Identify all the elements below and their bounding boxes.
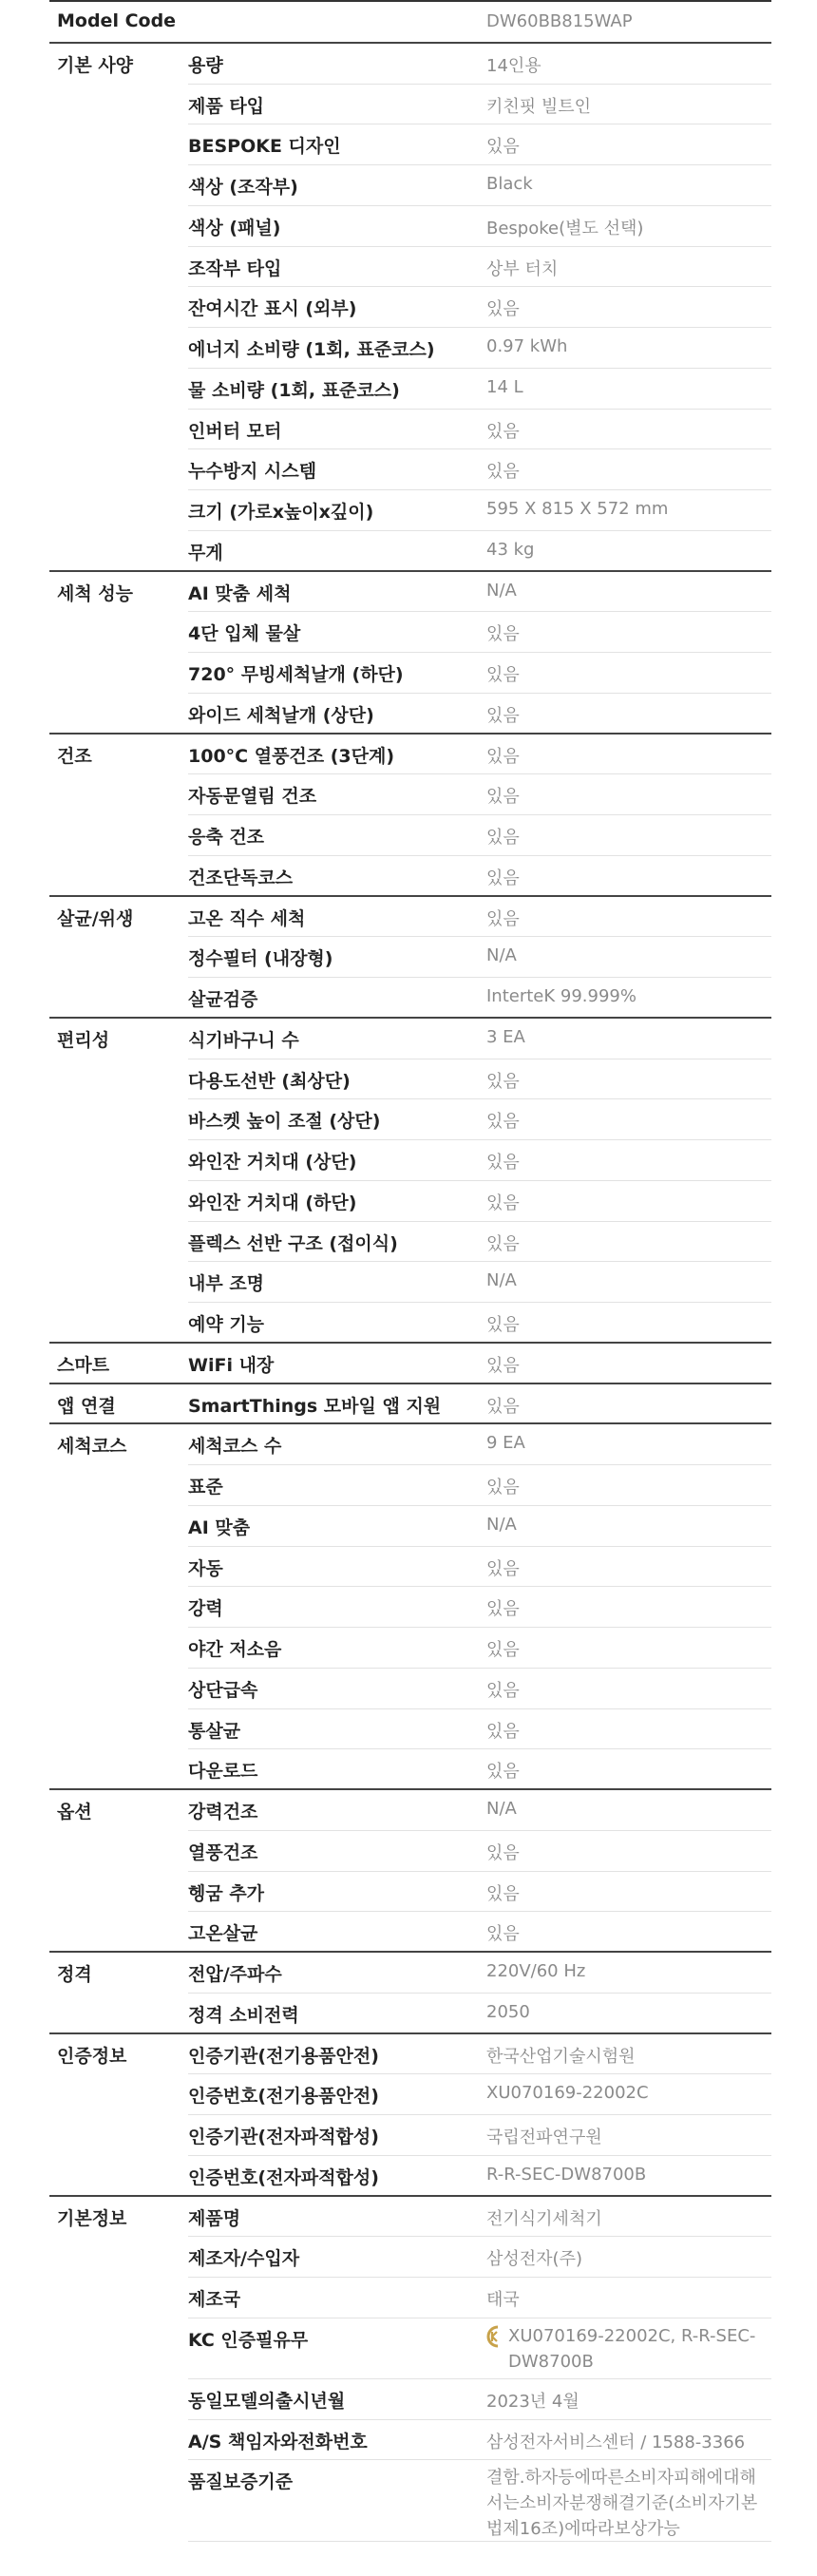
spec-row bbox=[0, 1911, 817, 1952]
spec-row bbox=[0, 1343, 817, 1383]
spec-label: 무게 bbox=[188, 542, 223, 563]
spec-row bbox=[0, 2318, 817, 2378]
spec-value: 있음 bbox=[486, 1396, 520, 1417]
spec-row bbox=[0, 2236, 817, 2277]
row-divider bbox=[188, 2541, 771, 2542]
spec-row bbox=[0, 734, 817, 774]
spec-value: 있음 bbox=[486, 1842, 520, 1863]
spec-value: 키친핏 빌트인 bbox=[486, 96, 592, 117]
spec-category: 기본 사양 bbox=[57, 54, 134, 76]
spec-label: 자동 bbox=[188, 1557, 223, 1579]
spec-value: 있음 bbox=[486, 1071, 520, 1092]
spec-value: 있음 bbox=[486, 1315, 520, 1335]
spec-label: 색상 (조작부) bbox=[188, 177, 298, 198]
spec-label: 인증번호(전기용품안전) bbox=[188, 2086, 379, 2108]
spec-value: 있음 bbox=[486, 137, 520, 158]
spec-row bbox=[0, 2073, 817, 2114]
spec-value: 상부 터치 bbox=[486, 258, 559, 279]
spec-row bbox=[0, 84, 817, 124]
spec-row bbox=[0, 936, 817, 977]
spec-label: 잔여시간 표시 (외부) bbox=[188, 298, 357, 320]
spec-value: 있음 bbox=[486, 1193, 520, 1213]
spec-row bbox=[0, 611, 817, 652]
spec-row bbox=[0, 1139, 817, 1180]
spec-label: 와이드 세척날개 (상단) bbox=[188, 704, 374, 726]
spec-value: 있음 bbox=[486, 1112, 520, 1133]
spec-value: 있음 bbox=[486, 908, 520, 929]
spec-value: 있음 bbox=[486, 1883, 520, 1904]
spec-value: 있음 bbox=[486, 1558, 520, 1579]
spec-label: 응축 건조 bbox=[188, 827, 265, 848]
spec-value: N/A bbox=[486, 945, 517, 966]
spec-value: 있음 bbox=[486, 421, 520, 442]
spec-value: 있음 bbox=[486, 868, 520, 888]
spec-row bbox=[0, 409, 817, 449]
spec-value: 있음 bbox=[486, 299, 520, 320]
spec-label: 정수필터 (내장형) bbox=[188, 948, 333, 970]
spec-label: 표준 bbox=[188, 1477, 223, 1498]
spec-category: 살균/위생 bbox=[57, 907, 134, 929]
spec-row bbox=[0, 896, 817, 937]
spec-value: 595 X 815 X 572 mm bbox=[486, 499, 669, 519]
spec-label: 다용도선반 (최상단) bbox=[188, 1070, 351, 1092]
spec-category: 세척 성능 bbox=[57, 582, 134, 604]
spec-label: 누수방지 시스템 bbox=[188, 461, 317, 483]
spec-value: 국립전파연구원 bbox=[486, 2128, 602, 2147]
spec-row bbox=[0, 1098, 817, 1139]
spec-row bbox=[0, 1952, 817, 1993]
spec-label: 통살균 bbox=[188, 1720, 241, 1742]
spec-label: 100°C 열풍건조 (3단계) bbox=[188, 745, 395, 767]
spec-value: Black bbox=[486, 174, 533, 194]
spec-label: 와인잔 거치대 (상단) bbox=[188, 1152, 357, 1173]
spec-category: 편리성 bbox=[57, 1029, 110, 1051]
spec-value: IntertеK 99.999% bbox=[486, 986, 636, 1006]
spec-label: 동일모델의출시년월 bbox=[188, 2390, 346, 2412]
spec-value: 전기식기세척기 bbox=[486, 2208, 602, 2229]
spec-row bbox=[0, 2033, 817, 2074]
spec-value: 있음 bbox=[486, 462, 520, 483]
spec-value: 220V/60 Hz bbox=[486, 1961, 586, 1981]
spec-row bbox=[0, 1302, 817, 1343]
spec-value: 태국 bbox=[486, 2290, 520, 2310]
spec-value: R-R-SEC-DW8700B bbox=[486, 2164, 647, 2185]
spec-value: 9 EA bbox=[486, 1433, 525, 1454]
spec-value: 2050 bbox=[486, 2001, 530, 2022]
spec-label: 내부 조명 bbox=[188, 1273, 265, 1295]
spec-value bbox=[486, 2323, 781, 2375]
spec-category: 인증정보 bbox=[57, 2045, 127, 2067]
spec-row bbox=[0, 1748, 817, 1789]
spec-row bbox=[0, 855, 817, 896]
spec-label: 와인잔 거치대 (하단) bbox=[188, 1192, 357, 1213]
spec-label: 제조자/수입자 bbox=[188, 2248, 300, 2270]
spec-row bbox=[0, 1993, 817, 2033]
spec-row bbox=[0, 1261, 817, 1302]
spec-row bbox=[0, 1423, 817, 1464]
spec-label: 인버터 모터 bbox=[188, 420, 282, 442]
spec-value: 있음 bbox=[486, 1762, 520, 1783]
spec-row bbox=[0, 530, 817, 571]
spec-value: 삼성전자(주) bbox=[486, 2249, 582, 2270]
spec-label: 조작부 타입 bbox=[188, 258, 282, 279]
spec-row bbox=[0, 327, 817, 368]
spec-label: 전압/주파수 bbox=[188, 1964, 282, 1985]
spec-row bbox=[0, 2459, 817, 2541]
spec-row bbox=[0, 164, 817, 205]
spec-row bbox=[0, 2277, 817, 2318]
spec-value: 0.97 kWh bbox=[486, 336, 568, 356]
spec-row bbox=[0, 571, 817, 612]
spec-row bbox=[0, 368, 817, 409]
spec-label: 식기바구니 수 bbox=[188, 1029, 299, 1051]
spec-value: 있음 bbox=[486, 705, 520, 726]
spec-row bbox=[0, 2155, 817, 2196]
spec-value: 3 EA bbox=[486, 1026, 525, 1047]
spec-value: 2023년 4월 bbox=[486, 2391, 580, 2412]
spec-value: N/A bbox=[486, 1514, 517, 1535]
spec-value: 있음 bbox=[486, 1153, 520, 1173]
spec-label: 제조국 bbox=[188, 2289, 241, 2310]
spec-value: N/A bbox=[486, 1799, 517, 1819]
spec-label: 살균검증 bbox=[188, 989, 258, 1010]
spec-value: 있음 bbox=[486, 1680, 520, 1701]
spec-label: 바스켓 높이 조절 (상단) bbox=[188, 1111, 381, 1133]
spec-value: 있음 bbox=[486, 746, 520, 767]
kc-mark-icon bbox=[486, 2325, 503, 2348]
spec-row bbox=[0, 1180, 817, 1221]
spec-label: 다운로드 bbox=[188, 1761, 258, 1783]
spec-label: 자동문열림 건조 bbox=[188, 786, 317, 808]
spec-row bbox=[0, 652, 817, 693]
spec-label: 720° 무빙세척날개 (하단) bbox=[188, 664, 404, 685]
spec-label: 예약 기능 bbox=[188, 1314, 265, 1335]
spec-value: XU070169-22002C bbox=[486, 2083, 649, 2104]
spec-row bbox=[0, 1830, 817, 1871]
spec-value: 있음 bbox=[486, 1478, 520, 1498]
spec-category: 기본정보 bbox=[57, 2207, 127, 2229]
spec-label: 정격 소비전력 bbox=[188, 2004, 299, 2026]
spec-value: 있음 bbox=[486, 665, 520, 685]
spec-row bbox=[0, 1789, 817, 1830]
spec-row bbox=[0, 1546, 817, 1587]
spec-value: 있음 bbox=[486, 1721, 520, 1742]
spec-row bbox=[0, 2419, 817, 2460]
spec-row bbox=[0, 1221, 817, 1262]
spec-label: 색상 (패널) bbox=[188, 217, 281, 239]
spec-label: AI 맞춤 bbox=[188, 1517, 251, 1538]
spec-row bbox=[0, 246, 817, 287]
spec-value: 있음 bbox=[486, 1640, 520, 1660]
spec-label: AI 맞춤 세척 bbox=[188, 582, 292, 604]
spec-label: 고온살균 bbox=[188, 1923, 258, 1945]
spec-label: SmartThings 모바일 앱 지원 bbox=[188, 1395, 442, 1417]
spec-row bbox=[0, 2378, 817, 2419]
spec-row bbox=[0, 1059, 817, 1099]
spec-value: DW60BB815WAP bbox=[486, 11, 633, 31]
spec-label: 물 소비량 (1회, 표준코스) bbox=[188, 379, 400, 401]
spec-label: 인증기관(전기용품안전) bbox=[188, 2045, 379, 2067]
spec-label: 플렉스 선반 구조 (접이식) bbox=[188, 1232, 398, 1254]
spec-label: 건조단독코스 bbox=[188, 867, 294, 888]
spec-value: N/A bbox=[486, 1270, 517, 1291]
spec-row bbox=[0, 2, 817, 43]
spec-value: 있음 bbox=[486, 1924, 520, 1945]
spec-category: 정격 bbox=[57, 1964, 92, 1985]
spec-value: 있음 bbox=[486, 787, 520, 808]
spec-row bbox=[0, 43, 817, 84]
spec-value: 14 L bbox=[486, 376, 523, 397]
spec-row bbox=[0, 489, 817, 530]
spec-category: 스마트 bbox=[57, 1354, 110, 1376]
spec-category: Model Code bbox=[57, 10, 177, 31]
spec-row bbox=[0, 977, 817, 1018]
spec-row bbox=[0, 2114, 817, 2155]
spec-row bbox=[0, 1871, 817, 1912]
spec-label: 열풍건조 bbox=[188, 1841, 258, 1863]
spec-row bbox=[0, 2196, 817, 2237]
spec-label: 상단급속 bbox=[188, 1679, 258, 1701]
spec-row bbox=[0, 1505, 817, 1546]
spec-label: KC 인증필유무 bbox=[188, 2329, 309, 2351]
spec-label: 품질보증기준 bbox=[188, 2471, 294, 2493]
spec-row bbox=[0, 814, 817, 855]
spec-label: 제품명 bbox=[188, 2207, 241, 2229]
spec-label: A/S 책임자와전화번호 bbox=[188, 2431, 368, 2452]
spec-value: 43 kg bbox=[486, 539, 535, 560]
spec-label: 야간 저소음 bbox=[188, 1639, 282, 1660]
spec-label: 에너지 소비량 (1회, 표준코스) bbox=[188, 339, 435, 360]
spec-label: 강력건조 bbox=[188, 1802, 258, 1822]
spec-label: BESPOKE 디자인 bbox=[188, 136, 341, 158]
spec-value: 있음 bbox=[486, 828, 520, 848]
spec-row bbox=[0, 448, 817, 489]
spec-label: 세척코스 수 bbox=[188, 1436, 282, 1458]
spec-value: Bespoke(별도 선택) bbox=[486, 218, 644, 239]
spec-value: 있음 bbox=[486, 1355, 520, 1376]
spec-row bbox=[0, 1464, 817, 1505]
spec-row bbox=[0, 1586, 817, 1627]
spec-value: 14인용 bbox=[486, 55, 542, 76]
spec-row bbox=[0, 1708, 817, 1749]
spec-label: 용량 bbox=[188, 54, 223, 76]
spec-label: 강력 bbox=[188, 1598, 223, 1620]
spec-label: 고온 직수 세척 bbox=[188, 907, 306, 929]
spec-value: N/A bbox=[486, 580, 517, 601]
spec-row bbox=[0, 1018, 817, 1059]
spec-category: 세척코스 bbox=[57, 1436, 127, 1458]
spec-label: 헹굼 추가 bbox=[188, 1882, 265, 1904]
spec-row bbox=[0, 1627, 817, 1668]
spec-category: 앱 연결 bbox=[57, 1395, 116, 1417]
spec-row bbox=[0, 773, 817, 814]
spec-row bbox=[0, 124, 817, 164]
spec-label: WiFi 내장 bbox=[188, 1354, 275, 1376]
spec-category: 옵션 bbox=[57, 1802, 92, 1822]
spec-value: 있음 bbox=[486, 624, 520, 645]
spec-label: 제품 타입 bbox=[188, 95, 265, 117]
spec-row bbox=[0, 205, 817, 246]
spec-value: 삼성전자서비스센터 / 1588-3366 bbox=[486, 2432, 746, 2452]
spec-value: 있음 bbox=[486, 1233, 520, 1254]
spec-label: 인증번호(전자파적합성) bbox=[188, 2166, 379, 2188]
spec-row bbox=[0, 1668, 817, 1708]
spec-label: 크기 (가로x높이x깊이) bbox=[188, 502, 374, 523]
spec-row bbox=[0, 693, 817, 734]
spec-value-text: XU070169-22002C, R-R-SEC-DW8700B bbox=[508, 2325, 756, 2372]
spec-value: 있음 bbox=[486, 1599, 520, 1620]
spec-label: 인증기관(전자파적합성) bbox=[188, 2127, 379, 2147]
spec-row bbox=[0, 1383, 817, 1424]
spec-label: 4단 입체 물살 bbox=[188, 623, 301, 645]
spec-category: 건조 bbox=[57, 745, 92, 767]
spec-value: 결함.하자등에따른소비자피해에대해서는소비자분쟁해결기준(소비자기본법제16조)에따라보상가능 bbox=[486, 2468, 758, 2540]
spec-row bbox=[0, 286, 817, 327]
spec-value: 한국산업기술시험원 bbox=[486, 2046, 636, 2067]
